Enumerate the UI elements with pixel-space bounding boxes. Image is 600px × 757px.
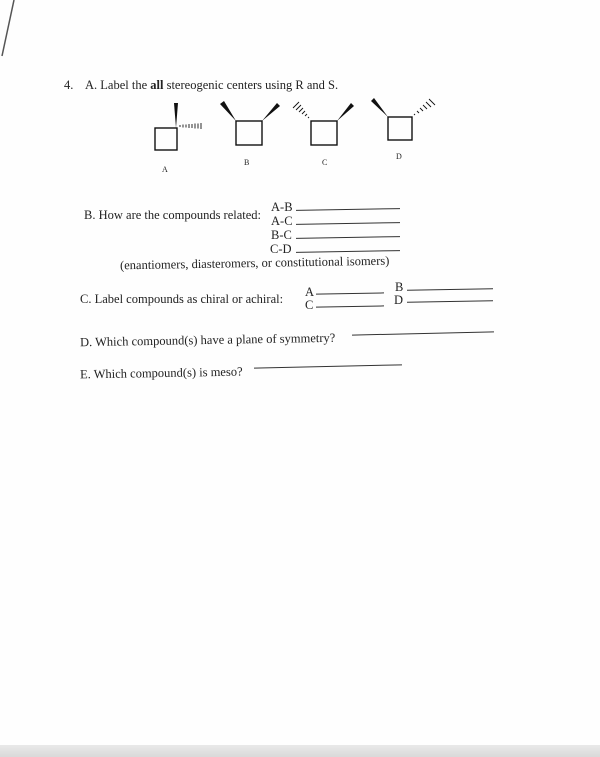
pair-b-c: B-C: [271, 228, 292, 242]
part-c-item-c: C: [305, 298, 314, 312]
compound-label-c: C: [322, 158, 328, 167]
compound-label-d: D: [396, 152, 402, 161]
part-c-item-d: D: [394, 293, 404, 307]
answer-line-chiral-b[interactable]: [407, 288, 493, 291]
part-b-hint: (enantiomers, diasteromers, or constitutional isomers): [119, 253, 390, 273]
answer-line-meso[interactable]: [254, 364, 402, 368]
page-bottom-edge: [0, 745, 600, 757]
part-e-prompt: E. Which compound(s) is meso?: [79, 364, 243, 382]
part-a-text-after: stereogenic centers using R and S.: [163, 78, 339, 92]
answer-line-a-c[interactable]: [296, 222, 400, 225]
part-a-letter: A.: [85, 78, 98, 92]
answer-line-chiral-d[interactable]: [407, 300, 493, 303]
compound-b-structure: [220, 101, 280, 145]
part-b-prompt: B. How are the compounds related:: [84, 208, 262, 222]
part-a-text-before: Label the: [100, 78, 151, 92]
part-a-text-bold: all: [150, 78, 164, 92]
pair-c-d: C-D: [270, 242, 292, 256]
compound-a-structure: [155, 103, 201, 150]
answer-line-chiral-a[interactable]: [316, 292, 384, 294]
pair-a-b: A-B: [271, 200, 293, 214]
compound-d-structure: [371, 98, 435, 140]
compound-c-structure: [293, 102, 354, 145]
part-c-item-a: A: [305, 285, 315, 299]
answer-line-symmetry[interactable]: [352, 331, 494, 335]
part-c-prompt: C. Label compounds as chiral or achiral:: [80, 292, 284, 306]
part-d-prompt: D. Which compound(s) have a plane of symmetry?: [79, 330, 336, 350]
answer-line-b-c[interactable]: [296, 236, 400, 239]
answer-line-chiral-c[interactable]: [316, 305, 384, 307]
answer-line-c-d[interactable]: [296, 250, 400, 253]
question-number: 4.: [64, 78, 74, 92]
answer-line-a-b[interactable]: [296, 208, 400, 211]
compound-label-b: B: [244, 158, 250, 167]
pair-a-c: A-C: [271, 214, 293, 228]
part-c-item-b: B: [395, 280, 404, 294]
compound-label-a: A: [162, 165, 168, 174]
molecule-structures: [0, 0, 600, 200]
